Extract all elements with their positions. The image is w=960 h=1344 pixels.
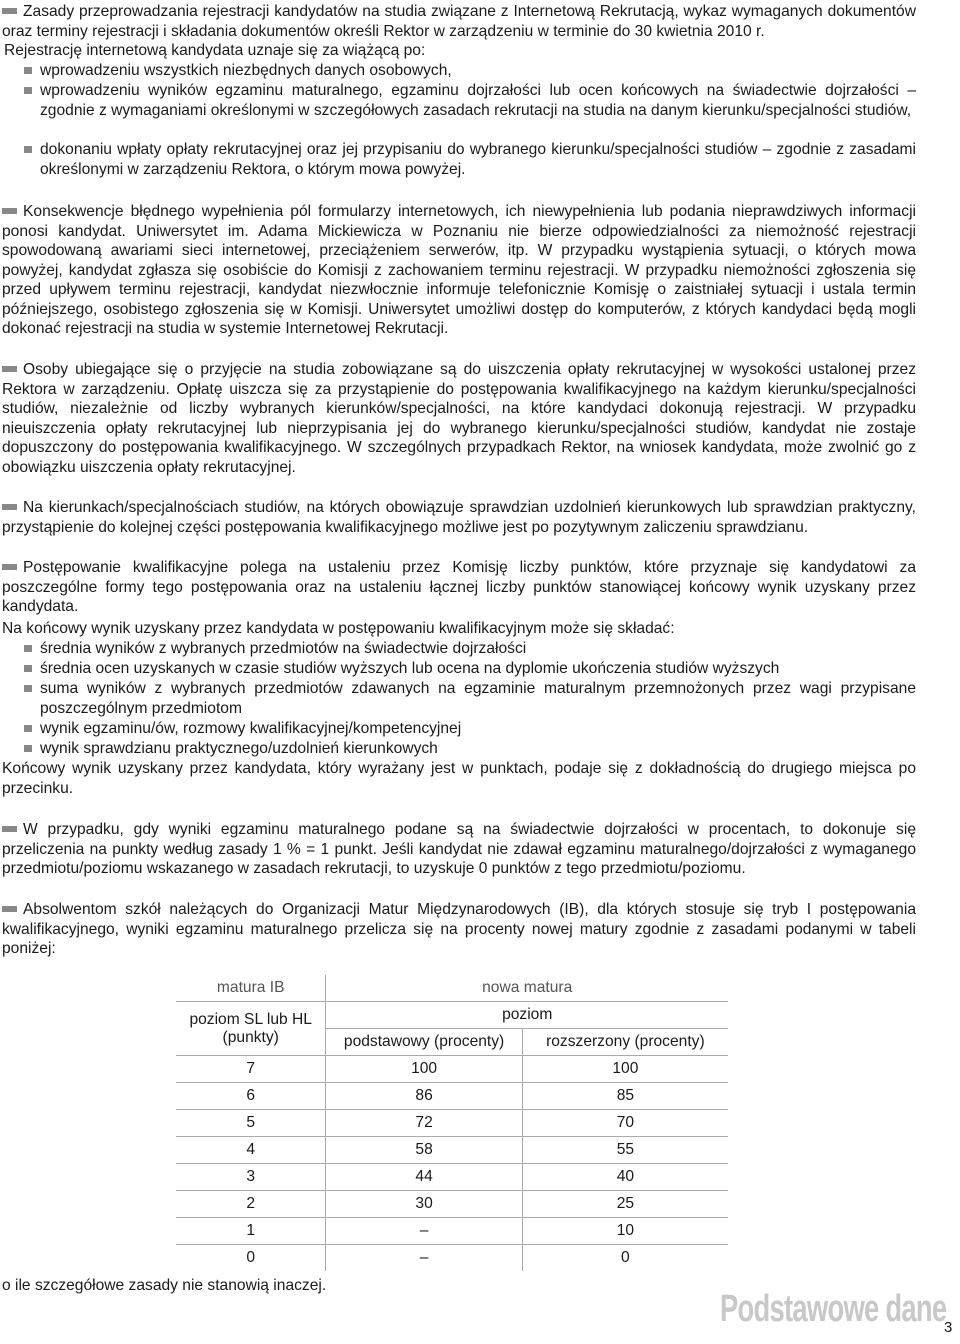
cell-extended: 85 <box>522 1083 728 1110</box>
square-bullet-icon <box>24 87 32 94</box>
aptitude-paragraph: Na kierunkach/specjalnościach studiów, na których obowiązuje sprawdzian uzdolnień kierunkowych lub sprawdzian praktyczny, przystąpienie do kolejnej części postępowania kwalifikacyjnego możliwe jest po pozytywnym zaliczeniu sprawdzianu. <box>2 499 916 536</box>
cell-ib: 2 <box>176 1191 326 1218</box>
dash-bullet-icon <box>2 366 17 372</box>
ib-paragraph: Absolwentom szkół należących do Organizacji Matur Międzynarodowych (IB), dla których stosuje się tryb I postępowania kwalifikacyjnego, wyniki egzaminu maturalnego przelicza się na procenty nowej matury zgodnie z zasadami podanymi w tabeli poniżej: <box>2 901 916 957</box>
cell-extended: 70 <box>522 1110 728 1137</box>
table-row <box>176 1164 728 1191</box>
cell-basic: 30 <box>326 1191 522 1218</box>
cell-ib: 5 <box>176 1110 326 1137</box>
cell-ib: 4 <box>176 1137 326 1164</box>
page-number: 3 <box>944 1319 953 1336</box>
consequences-paragraph: Konsekwencje błędnego wypełnienia pól formularzy internetowych, ich niewypełnienia lub podania nieprawdziwych informacji ponosi kandydat. Uniwersytet im. Adama Mickiewicza w Poznaniu nie bierze odpowiedzialności za niemożność rejestracji spowodowaną awariami sieci internetowej, przeciążeniem serwerów, itp. W przypadku wystąpienia sytuacji, o których mowa powyżej, kandydat zgłasza się osobiście do Komisji z zachowaniem terminu rejestracji. W przypadku niemożności zgłoszenia się przed upływem terminu rejestracji, kandydat niezwłocznie informuje telefonicznie Komisję o zaistniałej sytuacji i ustala termin późniejszego, osobistego zgłoszenia się w Komisji. Uniwersytet umożliwi dostęp do komputerów, z których kandydaci będą mogli dokonać rejestracji na studia w systemie Internetowej Rekrutacji. <box>2 203 916 337</box>
percent-paragraph: W przypadku, gdy wyniki egzaminu maturalnego podane są na świadectwie dojrzałości w procentach, to dokonuje się przeliczenia na punkty według zasady 1 % = 1 punkt. Jeśli kandydat nie zdawał egzaminu maturalnego/dojrzałości z wymaganego przedmiotu/poziomu wskazanego w zasadach rekrutacji, to uzyskuje 0 punktów z tego przedmiotu/poziomu. <box>2 821 916 877</box>
final-bullet-1: średnia wyników z wybranych przedmiotów na świadectwie dojrzałości <box>20 639 916 659</box>
cell-ib: 7 <box>176 1056 326 1083</box>
table-row <box>176 1110 728 1137</box>
intro-paragraph: Zasady przeprowadzania rejestracji kandydatów na studia związane z Internetową Rekrutacją, wykaz wymaganych dokumentów oraz terminy rejestracji i składania dokumentów określi Rektor w zarządzeniu w terminie do 30 kwietnia 2010 r. <box>2 3 916 40</box>
cell-ib: 1 <box>176 1218 326 1245</box>
procedure-paragraph: Postępowanie kwalifikacyjne polega na ustaleniu przez Komisję liczby punktów, które przyznaje się kandydatowi za poszczególne formy tego postępowania oraz na ustaleniu łącznej liczby punktów stanowiącej końcowy wynik uzyskany przez kandydata. <box>2 559 916 615</box>
intro-registration-line: Rejestrację internetową kandydata uznaje się za wiążącą po: <box>4 42 426 59</box>
final-bullet-2: średnia ocen uzyskanych w czasie studiów wyższych lub ocena na dyplomie ukończenia studiów wyższych <box>20 659 916 679</box>
dash-bullet-icon <box>2 906 17 912</box>
dash-bullet-icon <box>2 564 17 570</box>
dash-bullet-icon <box>2 504 17 510</box>
final-bullet-5: wynik sprawdzianu praktycznego/uzdolnień kierunkowych <box>20 739 916 759</box>
final-bullet-3: suma wyników z wybranych przedmiotów zdawanych na egzaminie maturalnym przemnożonych przez wagi przypisane poszczególnym przedmiotom <box>20 679 916 718</box>
cell-extended: 25 <box>522 1191 728 1218</box>
cell-basic: – <box>326 1218 522 1245</box>
cell-extended: 100 <box>522 1056 728 1083</box>
dash-bullet-icon <box>2 826 17 832</box>
final-result-outro: Końcowy wynik uzyskany przez kandydata, który wyrażany jest w punktach, podaje się z dokładnością do drugiego miejsca po przecinku. <box>2 760 916 797</box>
after-table-note: o ile szczegółowe zasady nie stanowią inaczej. <box>2 1277 327 1294</box>
header-level-ib: poziom SL lub HL (punkty) <box>176 1002 326 1056</box>
table-row <box>176 1218 728 1245</box>
cell-basic: 86 <box>326 1083 522 1110</box>
ib-conversion-table <box>176 975 728 1271</box>
square-bullet-icon <box>24 645 32 652</box>
section-title: Podstawowe dane <box>720 1288 947 1330</box>
square-bullet-icon <box>24 725 32 732</box>
cell-extended: 10 <box>522 1218 728 1245</box>
cell-extended: 0 <box>522 1245 728 1272</box>
cell-ib: 6 <box>176 1083 326 1110</box>
cell-ib: 0 <box>176 1245 326 1272</box>
table-row <box>176 1245 728 1272</box>
table-row <box>176 1056 728 1083</box>
table-row <box>176 1137 728 1164</box>
dash-bullet-icon <box>2 208 17 214</box>
square-bullet-icon <box>24 745 32 752</box>
final-bullet-4: wynik egzaminu/ów, rozmowy kwalifikacyjnej/kompetencyjnej <box>20 719 916 739</box>
header-extended: rozszerzony (procenty) <box>522 1029 728 1056</box>
cell-basic: 58 <box>326 1137 522 1164</box>
final-result-intro: Na końcowy wynik uzyskany przez kandydata w postępowaniu kwalifikacyjnym może się składać: <box>2 620 675 637</box>
cell-basic: 100 <box>326 1056 522 1083</box>
cell-extended: 55 <box>522 1137 728 1164</box>
square-bullet-icon <box>24 67 32 74</box>
header-nowa-matura: nowa matura <box>326 975 728 1002</box>
cell-ib: 3 <box>176 1164 326 1191</box>
table-row <box>176 1083 728 1110</box>
dash-bullet-icon <box>2 8 17 14</box>
square-bullet-icon <box>24 685 32 692</box>
header-level: poziom <box>326 1002 728 1029</box>
square-bullet-icon <box>24 146 32 153</box>
cell-basic: 44 <box>326 1164 522 1191</box>
cell-extended: 40 <box>522 1164 728 1191</box>
table-row <box>176 1191 728 1218</box>
header-matura-ib: matura IB <box>216 979 285 997</box>
cell-basic: – <box>326 1245 522 1272</box>
intro-bullet-2: wprowadzeniu wyników egzaminu maturalnego, egzaminu dojrzałości lub ocen końcowych na świadectwie dojrzałości – zgodnie z wymaganiami określonymi w szczegółowych zasadach rekrutacji na studia na danym kierunku/specjalności studiów, <box>20 81 916 120</box>
square-bullet-icon <box>24 665 32 672</box>
cell-basic: 72 <box>326 1110 522 1137</box>
fee-paragraph: Osoby ubiegające się o przyjęcie na studia zobowiązane są do uiszczenia opłaty rekrutacyjnej w wysokości ustalonej przez Rektora w zarządzeniu. Opłatę uiszcza się za przystąpienie do postępowania kwalifikacyjnego na każdym kierunku/specjalności studiów, niezależnie od liczby wybranych kierunków/specjalności, na które kandydaci dokonują rejestracji. W przypadku nieuiszczenia opłaty rekrutacyjnej lub nieprzypisania jej do wybranego kierunku/specjalności studiów, kandydat nie zostaje dopuszczony do postępowania kwalifikacyjnego. W szczególnych przypadkach Rektor, na wniosek kandydata, może zwolnić go z obowiązku uiszczenia opłaty rekrutacyjnej. <box>2 361 916 476</box>
header-basic: podstawowy (procenty) <box>326 1029 522 1056</box>
intro-bullet-3: dokonaniu wpłaty opłaty rekrutacyjnej oraz jej przypisaniu do wybranego kierunku/specjalności studiów – zgodnie z zasadami określonymi w zarządzeniu Rektora, o którym mowa powyżej. <box>20 140 916 179</box>
intro-bullet-1: wprowadzeniu wszystkich niezbędnych danych osobowych, <box>20 61 916 81</box>
